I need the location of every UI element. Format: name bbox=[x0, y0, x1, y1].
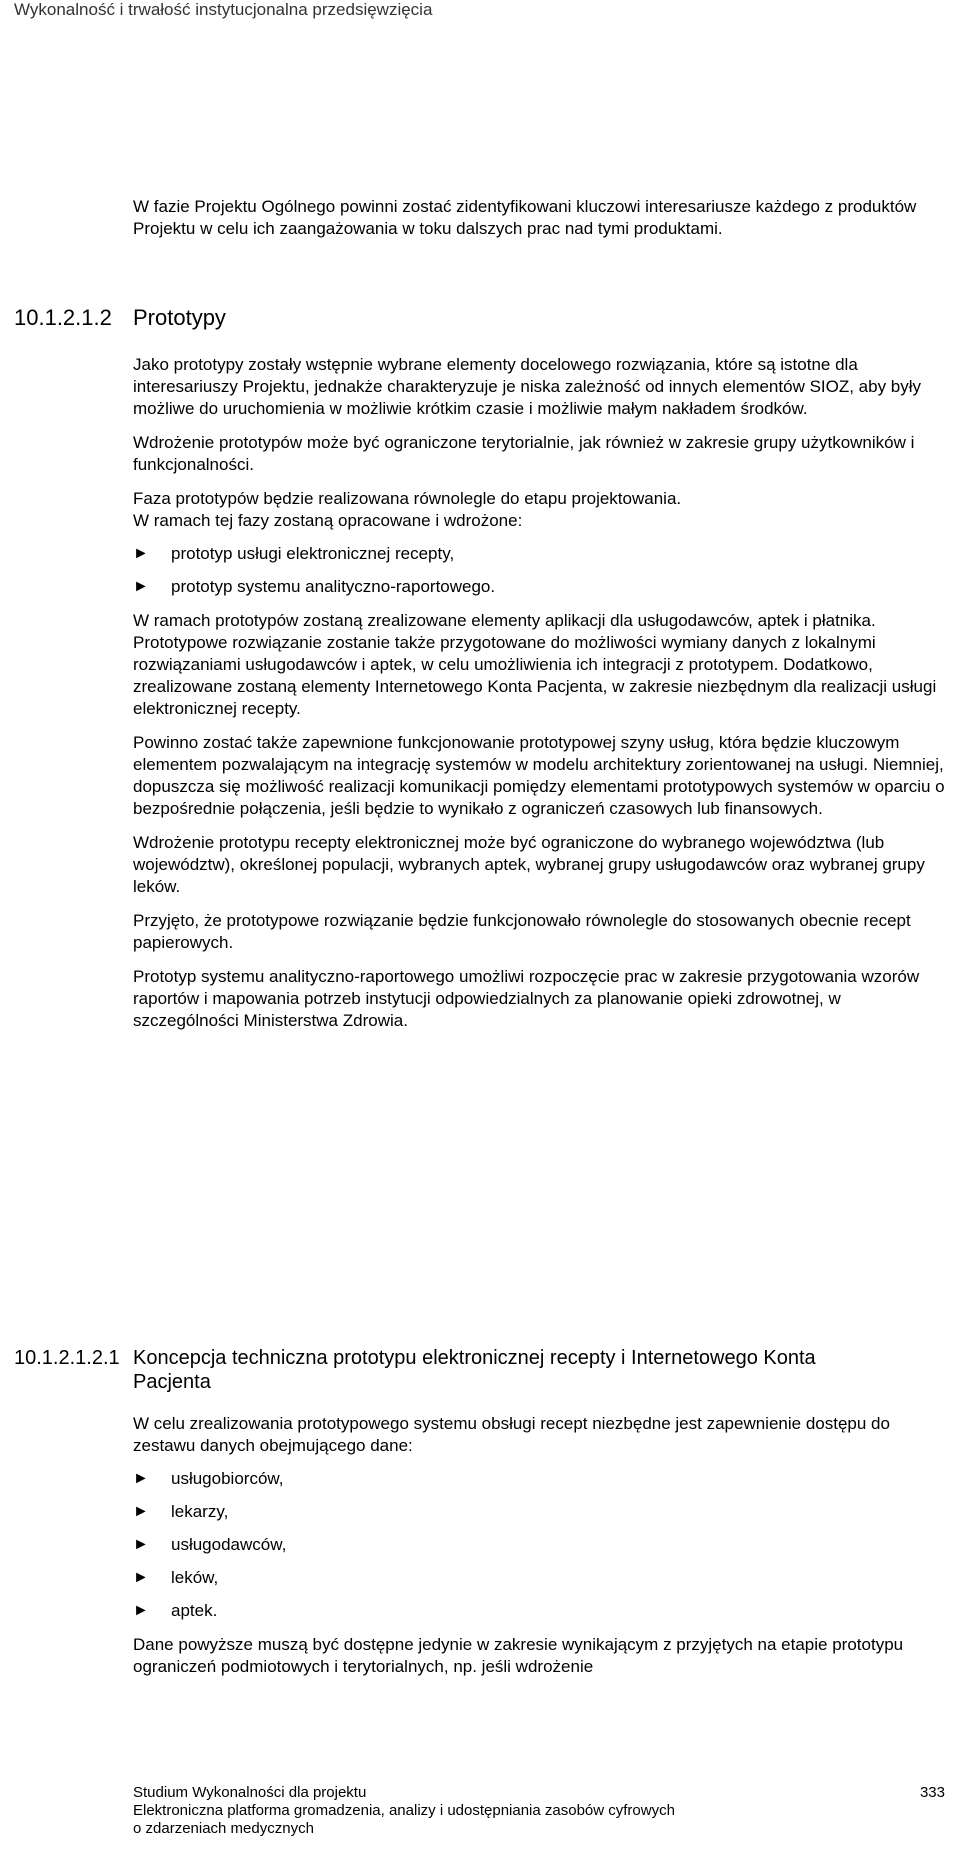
list-item-text: usługobiorców, bbox=[171, 1469, 284, 1488]
bullet-pointer-icon: ► bbox=[133, 1470, 149, 1487]
list-item bbox=[133, 543, 945, 565]
bullet-pointer-icon: ► bbox=[133, 1569, 149, 1586]
section-title: Koncepcja techniczna prototypu elektronicznej recepty i Internetowego Konta Pacjenta bbox=[133, 1347, 816, 1393]
bullet-pointer-icon: ► bbox=[133, 545, 149, 562]
list-item-text: leków, bbox=[171, 1568, 219, 1587]
list-item-text: prototyp usługi elektronicznej recepty, bbox=[171, 544, 455, 563]
section-2-body bbox=[133, 1413, 945, 1678]
paragraph: W celu zrealizowania prototypowego systemu obsługi recept niezbędne jest zapewnienie dostępu do zestawu danych obejmującego dane: bbox=[133, 1414, 890, 1455]
section-title: Prototypy bbox=[133, 305, 226, 330]
footer-line: Studium Wykonalności dla projektu bbox=[133, 1784, 367, 1801]
bullet-pointer-icon: ► bbox=[133, 578, 149, 595]
page-footer bbox=[133, 1784, 945, 1838]
list-item bbox=[133, 1501, 945, 1523]
paragraph: Powinno zostać także zapewnione funkcjonowanie prototypowej szyny usług, która będzie kluczowym elementem pozwalającym na integrację systemów w modelu architektury zorientowanej na usługi. Niemniej, dopuszcza się możliwość realizacji komunikacji pomiędzy elementami prototypowych systemów w oparciu o bezpośrednie połączenia, jeśli będzie to wynikało z ograniczeń czasowych lub finansowych. bbox=[133, 733, 945, 818]
section-heading-prototypy bbox=[14, 305, 226, 331]
section-number: 10.1.2.1.2 bbox=[14, 305, 112, 330]
intro-paragraph: W fazie Projektu Ogólnego powinni zostać zidentyfikowani kluczowi interesariusze każdego z produktów Projektu w celu ich zaangażowania w toku dalszych prac nad tymi produktami. bbox=[133, 197, 917, 238]
paragraph: Dane powyższe muszą być dostępne jedynie w zakresie wynikającym z przyjętych na etapie prototypu ograniczeń podmiotowych i terytorialnych, np. jeśli wdrożenie bbox=[133, 1635, 904, 1676]
bullet-pointer-icon: ► bbox=[133, 1602, 149, 1619]
footer-line: Elektroniczna platforma gromadzenia, analizy i udostępniania zasobów cyfrowych bbox=[133, 1802, 675, 1819]
intro-paragraph-block bbox=[133, 196, 945, 240]
list-item-text: lekarzy, bbox=[171, 1502, 229, 1521]
bullet-pointer-icon: ► bbox=[133, 1503, 149, 1520]
list-item-text: prototyp systemu analityczno-raportowego. bbox=[171, 577, 496, 596]
paragraph: Jako prototypy zostały wstępnie wybrane elementy docelowego rozwiązania, które są istotne dla interesariuszy Projektu, jednakże charakteryzuje je niska zależność od innych elementów SIOZ, aby były możliwe do uruchomienia w możliwie krótkim czasie i możliwie małym nakładem środków. bbox=[133, 355, 922, 418]
list-item bbox=[133, 576, 945, 598]
running-header: Wykonalność i trwałość instytucjonalna przedsięwzięcia bbox=[14, 0, 433, 19]
section-1-body bbox=[133, 354, 945, 1032]
list-item bbox=[133, 1600, 945, 1622]
paragraph: Prototyp systemu analityczno-raportowego umożliwi rozpoczęcie prac w zakresie przygotowania wzorów raportów i mapowania potrzeb instytucji odpowiedzialnych za planowanie opieki zdrowotnej, w szczególności Ministerstwa Zdrowia. bbox=[133, 967, 920, 1030]
list-item-text: usługodawców, bbox=[171, 1535, 287, 1554]
paragraph: W ramach tej fazy zostaną opracowane i wdrożone: bbox=[133, 511, 523, 530]
list-item bbox=[133, 1567, 945, 1589]
bullet-pointer-icon: ► bbox=[133, 1536, 149, 1553]
paragraph: W ramach prototypów zostaną zrealizowane elementy aplikacji dla usługodawców, aptek i płatnika. Prototypowe rozwiązanie zostanie także przygotowane do możliwości wymiany danych z lokalnymi rozwiązaniami usługodawców i aptek, w celu umożliwienia ich integracji z prototypem. Dodatkowo, zrealizowane zostaną elementy Internetowego Konta Pacjenta, w zakresie niezbędnym dla realizacji usługi elektronicznej recepty. bbox=[133, 611, 937, 718]
footer-line: o zdarzeniach medycznych bbox=[133, 1820, 314, 1837]
list-item bbox=[133, 1468, 945, 1490]
paragraph: Wdrożenie prototypu recepty elektronicznej może być ograniczone do wybranego województwa (lub województw), określonej populacji, wybranych aptek, wybranej grupy usługodawców oraz wybranej grupy leków. bbox=[133, 833, 925, 896]
page-number: 333 bbox=[919, 1784, 945, 1801]
list-item bbox=[133, 1534, 945, 1556]
section-number: 10.1.2.1.2.1 bbox=[14, 1347, 120, 1369]
paragraph: Wdrożenie prototypów może być ograniczone terytorialnie, jak również w zakresie grupy użytkowników i funkcjonalności. bbox=[133, 433, 915, 474]
paragraph: Przyjęto, że prototypowe rozwiązanie będzie funkcjonowało równolegle do stosowanych obecnie recept papierowych. bbox=[133, 911, 911, 952]
paragraph: Faza prototypów będzie realizowana równolegle do etapu projektowania. bbox=[133, 489, 682, 508]
list-item-text: aptek. bbox=[171, 1601, 218, 1620]
